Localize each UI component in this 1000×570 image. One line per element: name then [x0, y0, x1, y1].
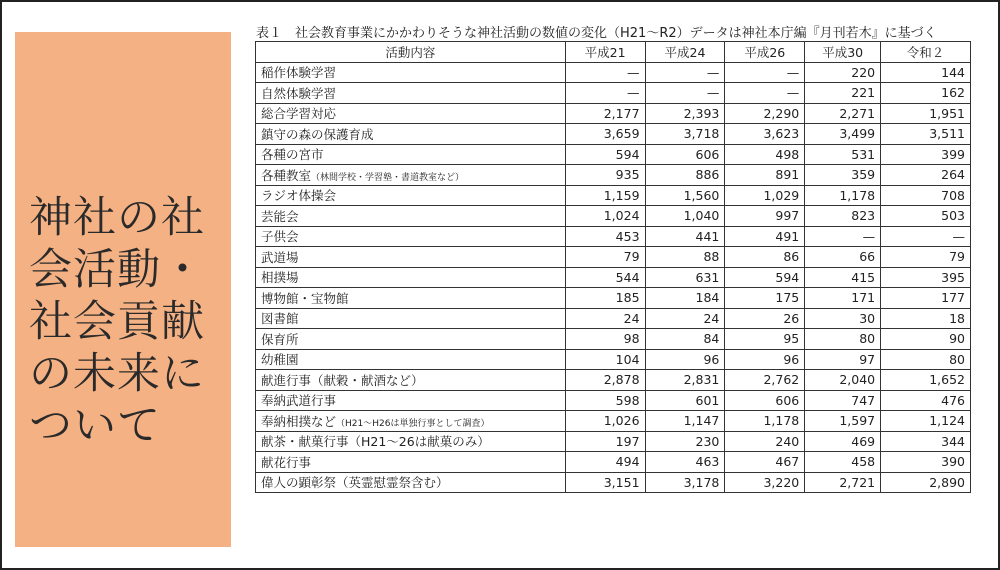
value-cell: 1,178: [725, 411, 805, 432]
value-cell: 886: [645, 165, 725, 186]
value-cell: 594: [565, 144, 645, 165]
table-row: [256, 370, 971, 391]
value-cell: —: [725, 62, 805, 83]
value-cell: 3,499: [805, 124, 881, 145]
value-cell: 823: [805, 206, 881, 227]
activity-label: [256, 124, 566, 145]
value-cell: 997: [725, 206, 805, 227]
activity-name: 図書館: [261, 311, 299, 327]
header-row: [256, 42, 971, 63]
table-row: [256, 431, 971, 452]
value-cell: —: [881, 226, 971, 247]
value-cell: 18: [881, 308, 971, 329]
value-cell: 30: [805, 308, 881, 329]
value-cell: 104: [565, 349, 645, 370]
value-cell: 221: [805, 83, 881, 104]
table-row: [256, 103, 971, 124]
value-cell: 177: [881, 288, 971, 309]
value-cell: 2,890: [881, 472, 971, 493]
value-cell: 97: [805, 349, 881, 370]
value-cell: 66: [805, 247, 881, 268]
value-cell: 747: [805, 390, 881, 411]
activity-name: 自然体験学習: [261, 85, 337, 101]
table-row: [256, 452, 971, 473]
activity-label: [256, 62, 566, 83]
activity-label: [256, 308, 566, 329]
value-cell: 631: [645, 267, 725, 288]
value-cell: 79: [881, 247, 971, 268]
value-cell: 24: [645, 308, 725, 329]
value-cell: 344: [881, 431, 971, 452]
value-cell: 594: [725, 267, 805, 288]
table-row: [256, 288, 971, 309]
value-cell: 80: [881, 349, 971, 370]
value-cell: —: [725, 83, 805, 104]
column-header: 平成24: [645, 42, 725, 63]
value-cell: 491: [725, 226, 805, 247]
value-cell: 2,762: [725, 370, 805, 391]
activity-label: [256, 431, 566, 452]
value-cell: 162: [881, 83, 971, 104]
value-cell: 171: [805, 288, 881, 309]
column-header: 活動内容: [256, 42, 566, 63]
activity-label: [256, 185, 566, 206]
activity-label: [256, 370, 566, 391]
activity-name: 偉人の顕彰祭（英霊慰霊祭含む）: [261, 475, 449, 491]
activity-name: 献花行事: [261, 454, 312, 470]
value-cell: 3,511: [881, 124, 971, 145]
title-line: の未来に: [29, 349, 205, 399]
value-cell: 95: [725, 329, 805, 350]
activity-name: 博物館・宝物館: [261, 290, 349, 306]
value-cell: 1,040: [645, 206, 725, 227]
table-caption: 表１ 社会教育事業にかかわりそうな神社活動の数値の変化（H21～R2）データは神社本庁編『月刊若木』に基づく: [256, 26, 937, 41]
value-cell: 601: [645, 390, 725, 411]
value-cell: 441: [645, 226, 725, 247]
value-cell: 2,393: [645, 103, 725, 124]
table-row: [256, 390, 971, 411]
activity-label: [256, 144, 566, 165]
value-cell: 415: [805, 267, 881, 288]
column-header: 平成21: [565, 42, 645, 63]
activity-label: [256, 349, 566, 370]
value-cell: 469: [805, 431, 881, 452]
value-cell: 1,560: [645, 185, 725, 206]
value-cell: 598: [565, 390, 645, 411]
activity-label: [256, 267, 566, 288]
table-row: [256, 411, 971, 432]
activity-label: [256, 390, 566, 411]
value-cell: 494: [565, 452, 645, 473]
table-row: [256, 226, 971, 247]
activity-name: 各種の宮市: [261, 147, 324, 163]
value-cell: 891: [725, 165, 805, 186]
activity-name: 献進行事（献穀・献酒など）: [261, 372, 424, 388]
activity-name: 稲作体験学習: [261, 65, 337, 81]
value-cell: 1,147: [645, 411, 725, 432]
table-row: [256, 349, 971, 370]
value-cell: 220: [805, 62, 881, 83]
activity-note: （林間学校・学習塾・書道教室など）: [311, 172, 465, 183]
activity-name: 子供会: [261, 229, 299, 245]
value-cell: 264: [881, 165, 971, 186]
value-cell: 2,831: [645, 370, 725, 391]
table-row: [256, 185, 971, 206]
value-cell: 498: [725, 144, 805, 165]
value-cell: 463: [645, 452, 725, 473]
activity-label: [256, 452, 566, 473]
activity-name: ラジオ体操会: [261, 188, 337, 204]
value-cell: 230: [645, 431, 725, 452]
value-cell: 2,271: [805, 103, 881, 124]
activity-label: [256, 288, 566, 309]
value-cell: 84: [645, 329, 725, 350]
activity-label: [256, 472, 566, 493]
value-cell: 935: [565, 165, 645, 186]
value-cell: 606: [645, 144, 725, 165]
column-header: 平成26: [725, 42, 805, 63]
value-cell: 3,659: [565, 124, 645, 145]
value-cell: 175: [725, 288, 805, 309]
title-panel: [15, 32, 231, 547]
table-row: [256, 267, 971, 288]
table-row: [256, 206, 971, 227]
activity-label: [256, 329, 566, 350]
value-cell: 1,951: [881, 103, 971, 124]
activity-note: （H21～H26は単独行事として調査）: [336, 418, 490, 429]
value-cell: 399: [881, 144, 971, 165]
value-cell: —: [645, 62, 725, 83]
activity-label: [256, 411, 566, 432]
value-cell: 79: [565, 247, 645, 268]
value-cell: 503: [881, 206, 971, 227]
value-cell: 197: [565, 431, 645, 452]
title-line: ついて: [29, 401, 161, 451]
value-cell: 3,623: [725, 124, 805, 145]
value-cell: 1,597: [805, 411, 881, 432]
value-cell: 185: [565, 288, 645, 309]
value-cell: 606: [725, 390, 805, 411]
value-cell: 2,040: [805, 370, 881, 391]
activity-name: 相撲場: [261, 270, 299, 286]
activity-name: 奉納相撲など: [261, 413, 337, 429]
value-cell: 458: [805, 452, 881, 473]
table-row: [256, 124, 971, 145]
value-cell: 2,878: [565, 370, 645, 391]
value-cell: 98: [565, 329, 645, 350]
value-cell: —: [565, 83, 645, 104]
column-header: 令和２: [881, 42, 971, 63]
value-cell: 476: [881, 390, 971, 411]
value-cell: 1,124: [881, 411, 971, 432]
table-row: [256, 165, 971, 186]
activity-name: 各種教室: [261, 167, 312, 183]
activity-name: 武道場: [261, 249, 299, 265]
value-cell: 3,718: [645, 124, 725, 145]
value-cell: 467: [725, 452, 805, 473]
value-cell: 240: [725, 431, 805, 452]
value-cell: 80: [805, 329, 881, 350]
table-row: [256, 144, 971, 165]
value-cell: 531: [805, 144, 881, 165]
value-cell: 86: [725, 247, 805, 268]
value-cell: 96: [645, 349, 725, 370]
activity-label: [256, 103, 566, 124]
activity-label: [256, 165, 566, 186]
activity-name: 保育所: [261, 331, 299, 347]
value-cell: 2,721: [805, 472, 881, 493]
value-cell: 453: [565, 226, 645, 247]
value-cell: —: [565, 62, 645, 83]
activity-label: [256, 206, 566, 227]
table-row: [256, 62, 971, 83]
slide-title: [29, 192, 229, 452]
value-cell: 3,151: [565, 472, 645, 493]
value-cell: 1,029: [725, 185, 805, 206]
activity-label: [256, 83, 566, 104]
activity-name: 芸能会: [261, 208, 299, 224]
value-cell: 1,652: [881, 370, 971, 391]
value-cell: 24: [565, 308, 645, 329]
value-cell: 2,177: [565, 103, 645, 124]
activity-name: 奉納武道行事: [261, 393, 337, 409]
value-cell: 1,026: [565, 411, 645, 432]
value-cell: 96: [725, 349, 805, 370]
value-cell: 184: [645, 288, 725, 309]
table-row: [256, 247, 971, 268]
table-row: [256, 308, 971, 329]
value-cell: 395: [881, 267, 971, 288]
table-row: [256, 83, 971, 104]
activity-table: [255, 41, 971, 493]
title-line: 社会貢献: [29, 297, 205, 347]
value-cell: 1,024: [565, 206, 645, 227]
value-cell: —: [645, 83, 725, 104]
value-cell: 144: [881, 62, 971, 83]
activity-name: 献茶・献菓行事（H21～26は献菓のみ）: [261, 434, 490, 450]
value-cell: 1,159: [565, 185, 645, 206]
title-line: 会活動・: [29, 245, 205, 295]
activity-name: 鎮守の森の保護育成: [261, 126, 374, 142]
value-cell: 3,178: [645, 472, 725, 493]
value-cell: 708: [881, 185, 971, 206]
value-cell: 359: [805, 165, 881, 186]
table-row: [256, 472, 971, 493]
value-cell: 1,178: [805, 185, 881, 206]
value-cell: 90: [881, 329, 971, 350]
value-cell: 3,220: [725, 472, 805, 493]
column-header: 平成30: [805, 42, 881, 63]
activity-name: 幼稚園: [261, 352, 299, 368]
value-cell: 544: [565, 267, 645, 288]
value-cell: 26: [725, 308, 805, 329]
value-cell: 390: [881, 452, 971, 473]
activity-label: [256, 226, 566, 247]
value-cell: —: [805, 226, 881, 247]
activity-name: 総合学習対応: [261, 106, 337, 122]
title-line: 神社の社: [29, 193, 205, 243]
activity-label: [256, 247, 566, 268]
table-row: [256, 329, 971, 350]
value-cell: 88: [645, 247, 725, 268]
value-cell: 2,290: [725, 103, 805, 124]
